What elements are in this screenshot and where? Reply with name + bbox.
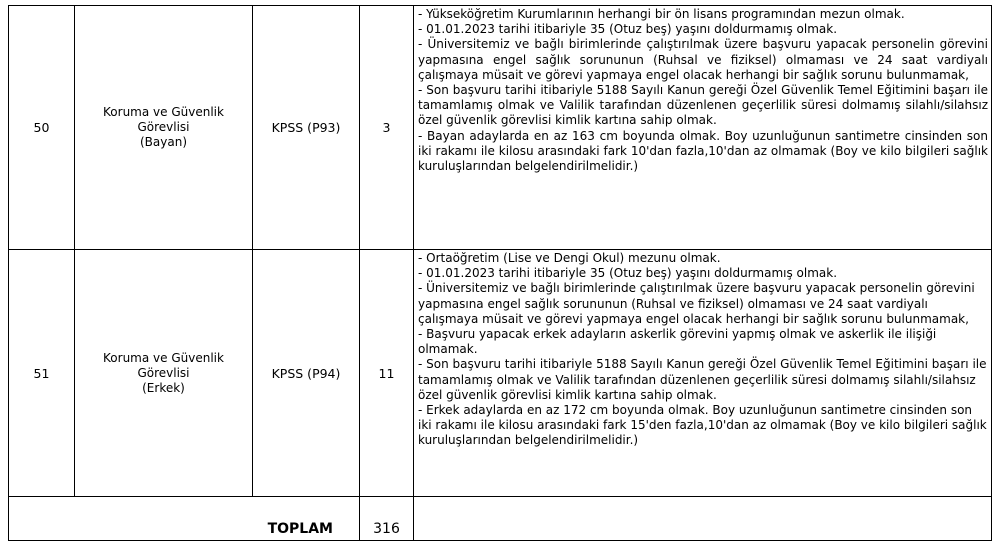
requirement-item: - Başvuru yapacak erkek adayların askerlik görevini yapmış olmak ve askerlik ile ilişiği olmamak.: [418, 327, 937, 357]
kpss-type: KPSS (P93): [253, 6, 360, 250]
requirements-cell: [414, 6, 992, 250]
position-title: [75, 250, 253, 497]
total-label: TOPLAM: [9, 497, 360, 541]
requirement-item: - Bayan adaylarda en az 163 cm boyunda olmak. Boy uzunluğunun santimetre cinsinden son iki rakamı ile kilosu arasındaki fark 10'dan fazla,10'dan az olmamak (Boy ve kilo bilgileri sağlık kuruluşlarından belgelendirilmelidir.): [418, 128, 988, 174]
row-number: 50: [9, 6, 75, 250]
position-title-line: Görevlisi: [137, 365, 190, 380]
requirements-cell: [414, 250, 992, 497]
table-row-50: [9, 6, 992, 250]
row-number: 51: [9, 250, 75, 497]
position-title-line: Koruma ve Güvenlik: [103, 105, 224, 119]
position-quantity: 11: [360, 250, 414, 497]
requirement-item: - Üniversitemiz ve bağlı birimlerinde çalıştırılmak üzere başvuru yapacak personelin görevini yapmasına engel sağlık sorununun (Ruhsal ve fiziksel) olmaması ve 24 saat vardiyalı çalışmaya müsait ve görevi yapmaya engel olacak herhangi bir sağlık sorunu bulunmamak,: [418, 37, 988, 82]
position-title-line: Görevlisi: [137, 120, 190, 134]
position-title-line: (Bayan): [139, 135, 187, 149]
requirement-item: - Ortaöğretim (Lise ve Dengi Okul) mezunu olmak.: [418, 251, 721, 265]
total-value: 316: [360, 497, 414, 541]
requirement-item: - 01.01.2023 tarihi itibariyle 35 (Otuz beş) yaşını doldurmamış olmak.: [418, 266, 838, 281]
position-quantity: 3: [360, 6, 414, 250]
position-title-line: (Erkek): [142, 380, 185, 395]
position-title: [75, 6, 253, 250]
requirement-item: - Erkek adaylarda en az 172 cm boyunda olmak. Boy uzunluğunun santimetre cinsinden son iki rakamı ile kilosu arasındaki fark 15'den fazla,10'dan az olmamak (Boy ve kilo bilgileri sağlık kuruluşlarından belgelendirilmelidir.): [418, 403, 987, 448]
total-empty-cell: [414, 497, 992, 541]
position-title-line: Koruma ve Güvenlik: [103, 350, 224, 365]
requirement-item: - Son başvuru tarihi itibariyle 5188 Sayılı Kanun gereği Özel Güvenlik Temel Eğitimini başarı ile tamamlamış olmak ve Valilik tarafından düzenlenen geçerlilik süresi dolmamış silahlı/silahsız özel güvenlik görevlisi kimlik kartına sahip olmak.: [418, 83, 988, 128]
requirement-item: - Yükseköğretim Kurumlarının herhangi bir ön lisans programından mezun olmak.: [418, 7, 905, 21]
table-row-51: [9, 250, 992, 497]
total-row: [9, 497, 992, 541]
requirement-item: - Son başvuru tarihi itibariyle 5188 Sayılı Kanun gereği Özel Güvenlik Temel Eğitimini başarı ile tamamlamış olmak ve Valilik tarafından düzenlenen geçerlilik süresi dolmamış silahlı/silahsız özel güvenlik görevlisi kimlik kartına sahip olmak.: [418, 357, 987, 402]
kpss-type: KPSS (P94): [253, 250, 360, 497]
requirement-item: - 01.01.2023 tarihi itibariyle 35 (Otuz beş) yaşını doldurmamış olmak.: [418, 22, 838, 37]
positions-table: [8, 5, 992, 541]
requirement-item: - Üniversitemiz ve bağlı birimlerinde çalıştırılmak üzere başvuru yapacak personelin görevini yapmasına engel sağlık sorununun (Ruhsal ve fiziksel) olmaması ve 24 saat vardiyalı çalışmaya müsait ve görevi yapmaya engel olacak herhangi bir sağlık sorunu bulunmamak,: [418, 281, 975, 326]
